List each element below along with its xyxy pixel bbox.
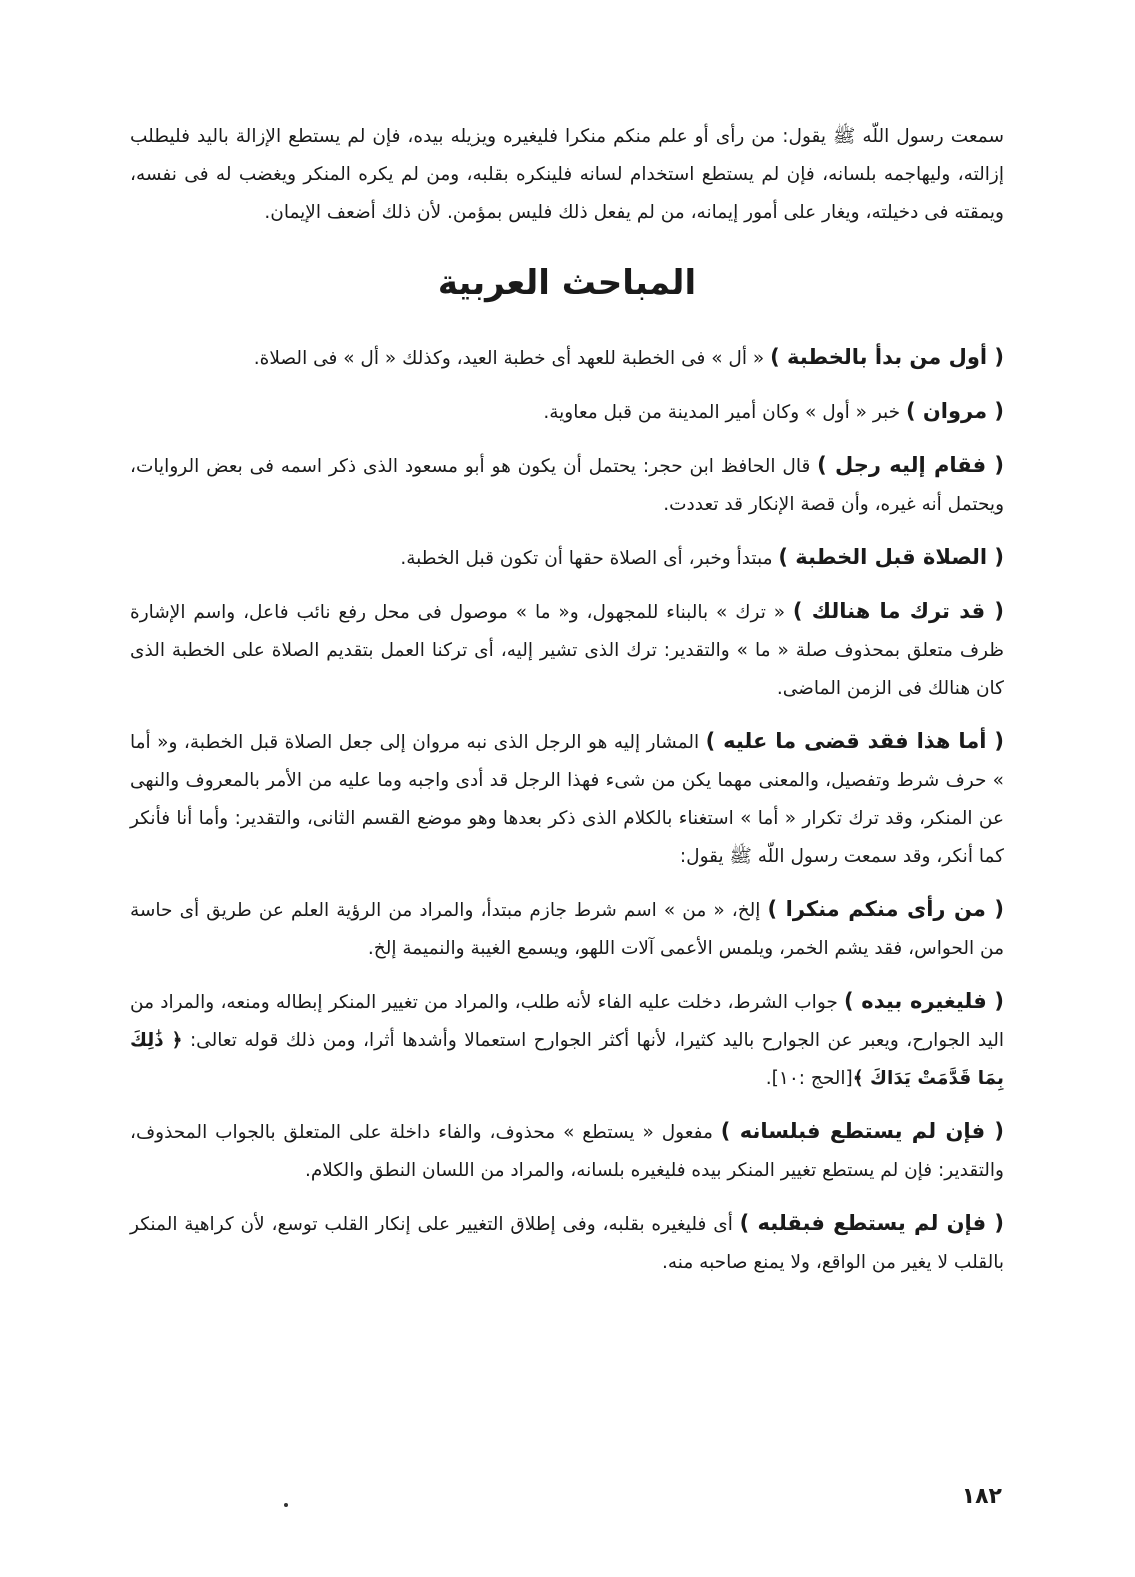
entry-paragraph bbox=[130, 446, 1004, 524]
entry-term: ( فقام إليه رجل ) bbox=[817, 453, 1004, 477]
entry-paragraph bbox=[130, 1204, 1004, 1282]
entry-text: إلخ، « من » اسم شرط جازم مبتدأ، والمراد من الرؤية العلم عن طريق أى حاسة من الحواس، فقد يشم الخمر، ويلمس الأعمى آلات اللهو، ويسمع الغيبة والنميمة إلخ. bbox=[130, 900, 1004, 959]
page-number: ١٨٢ bbox=[961, 1484, 1002, 1509]
entry-paragraph bbox=[130, 592, 1004, 708]
entry-text: جواب الشرط، دخلت عليه الفاء لأنه طلب، والمراد من تغيير المنكر إبطاله ومنعه، والمراد من اليد الجوارح، ويعبر عن الجوارح باليد كثيرا، لأنها أكثر الجوارح استعمالا وأشدها أثرا، ومن ذلك قوله تعالى: bbox=[130, 992, 1005, 1051]
entry-term: ( أول من بدأ بالخطبة ) bbox=[770, 345, 1004, 369]
quran-verse: ﴿ ذَٰلِكَ بِمَا قَدَّمَتْ يَدَاكَ ﴾ bbox=[130, 1030, 1004, 1089]
section-heading: المباحث العربية bbox=[437, 263, 697, 303]
entry-text: « ترك » بالبناء للمجهول، و« ما » موصول فى محل رفع نائب فاعل، واسم الإشارة ظرف متعلق بمحذوف صلة « ما » والتقدير: ترك الذى تشير إليه، أى تركنا العمل بتقديم الصلاة على الخطبة الذى كان هنالك فى الزمن الماضى. bbox=[130, 602, 1004, 699]
intro-paragraph: سمعت رسول اللّه ﷺ يقول: من رأى أو علم منكم منكرا فليغيره ويزيله بيده، فإن لم يستطع الإزالة باليد فليطلب إزالته، وليهاجمه بلسانه، فإن لم يستطع استخدام لسانه فلينكره بقلبه، ومن لم يكره المنكر ويغضب له فى نفسه، ويمقته فى دخيلته، ويغار على أمور إيمانه، من لم يفعل ذلك فليس بمؤمن. لأن ذلك أضعف الإيمان. bbox=[130, 126, 1004, 223]
entry-text: مفعول « يستطع » محذوف، والفاء داخلة على المتعلق بالجواب المحذوف، والتقدير: فإن لم يستطع تغيير المنكر بيده فليغيره بلسانه، والمراد من اللسان النطق والكلام. bbox=[130, 1122, 1004, 1181]
entry-text: المشار إليه هو الرجل الذى نبه مروان إلى جعل الصلاة قبل الخطبة، و« أما » حرف شرط وتفصيل، والمعنى مهما يكن من شىء فهذا الرجل قد أدى واجبه وما عليه من الأمر بالمعروف والنهى عن المنكر، وقد ترك تكرار « أما » استغناء بالكلام الذى ذكر بعدها وهو موضع القسم الثانى، والتقدير: وأما أنا فأنكر كما أنكر، وقد سمعت رسول اللّه ﷺ يقول: bbox=[130, 732, 1004, 867]
entry-text: « أل » فى الخطبة للعهد أى خطبة العيد، وكذلك « أل » فى الصلاة. bbox=[253, 348, 771, 369]
entry-text: خبر « أول » وكان أمير المدينة من قبل معاوية. bbox=[543, 402, 906, 423]
page-body bbox=[130, 118, 1004, 1296]
entry-text: قال الحافظ ابن حجر: يحتمل أن يكون هو أبو مسعود الذى ذكر اسمه فى بعض الروايات، ويحتمل أنه غيره، وأن قصة الإنكار قد تعددت. bbox=[130, 456, 1004, 515]
stray-dot bbox=[284, 1503, 288, 1507]
entry-text: أى فليغيره بقلبه، وفى إطلاق التغيير على إنكار القلب توسع، لأن كراهية المنكر بالقلب لا يغير من الواقع، ولا يمنع صاحبه منه. bbox=[130, 1214, 1004, 1273]
entry-paragraph bbox=[130, 338, 1004, 378]
entry-term: ( فإن لم يستطع فبلسانه ) bbox=[720, 1119, 1004, 1143]
entry-paragraph bbox=[130, 722, 1004, 876]
verse-reference: [الحج :١٠]. bbox=[765, 1068, 853, 1089]
entry-term: ( فليغيره بيده ) bbox=[844, 989, 1004, 1013]
entry-term: ( قد ترك ما هنالك ) bbox=[792, 599, 1005, 623]
entry-term: ( أما هذا فقد قضى ما عليه ) bbox=[705, 729, 1004, 753]
entry-paragraph bbox=[130, 890, 1004, 968]
entry-term: ( فإن لم يستطع فبقلبه ) bbox=[739, 1211, 1005, 1235]
entry-text: مبتدأ وخبر، أى الصلاة حقها أن تكون قبل الخطبة. bbox=[400, 548, 779, 569]
entry-term: ( مروان ) bbox=[905, 399, 1004, 423]
entry-term: ( الصلاة قبل الخطبة ) bbox=[778, 545, 1004, 569]
entry-paragraph bbox=[130, 982, 1004, 1098]
entry-paragraph bbox=[130, 1112, 1004, 1190]
entry-paragraph bbox=[130, 538, 1004, 578]
entry-paragraph bbox=[130, 392, 1004, 432]
entry-term: ( من رأى منكم منكرا ) bbox=[767, 897, 1004, 921]
